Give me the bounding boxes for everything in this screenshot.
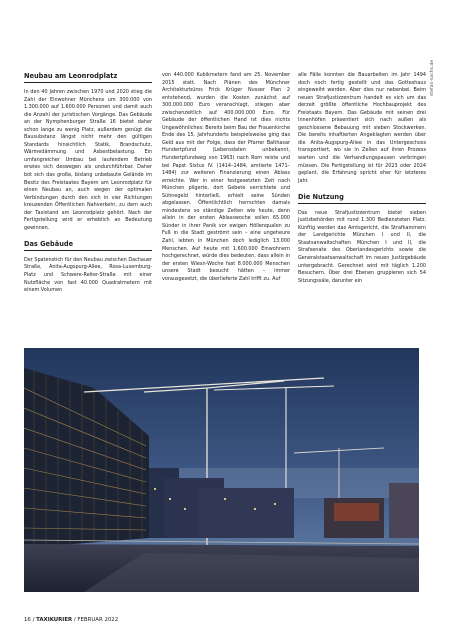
paragraph-kosten: von 440.000 Kubikmetern fand am 25. November 2015 statt. Nach Plänen des Münchner Architekturbüros Frick Krüger Nusser Plan 2 entstehend, wurden die Kosten zunächst auf 300.000.000 Euro veranschlagt, stiegen aber zwischenzeitlich auf 400.000.000 Euro. Für Gebäude der öffentlichen Hand ist dies nichts Ungewöhnliches: Bereits beim Bau der Frauenkirche Ende des 15. Jahrhunderts beispielsweise ging das Geld aus mit der Folge, dass der Pfarrer Balthasar Hundertpfund (Lebensdaten unbekannt, Hundertpfundweg von 1963) nach Rom reiste und bei Papst Sixtus IV. (1414–1484, amtierte 1471–1484) zur weiteren Finanzierung einen Ablass erreichte. Wer in einer festgesetzten Zeit nach München pilgerte, dort Gebete verrichtete und Sühnegeld hinterließ, erhielt seine Sünden abgelassen. Öffentlichtlich herrschten damals mindestens so ständige Zeiten wie heute, denn allein in der ersten Ablasswoche sollen 65.000 Sünder in ihrer Panik vor ewigen Höllenqualen zu Fuß in die Stadt geströmt sein – eine ungeheure Zahl, lebten in München doch lediglich 13.000 Menschen. Auf heute mit 1.600.000 Einwohnern hochgerechnet, würde dies bedeuten, dass allein in der ersten Wiesn-Woche fast 8.000.000 Menschen unsere Stadt besucht hätten – immer vorausgesetzt, die überlieferte Zahl trifft zu. Auf [162,72,290,282]
page-number: 16 [24,617,31,623]
heading-nutzung: Die Nutzung [298,193,426,204]
text-column-1 [24,72,152,295]
paragraph-fertigstellung: alle Fälle konnten die Bauarbeiten im Jahr 1494 doch noch fertig gestellt und das Gotteshaus eingeweiht werden. Aber dies nur nebenbei. Beim neuen Strafjustizzentrum handelt es sich um das derzeit größte öffentliche Hochbauprojekt des Freistaats Bayern. Das Gebäude mit seinen drei Innenhöfen präsentiert sich nach außen als geschlossene Bebauung mit sieben Stockwerken. Die bereits inhaftierten Angeklagten werden über die Anita-Augspurg-Allee in das Untergeschoss transportiert, wo sie in Zellen auf ihren Prozess warten und die Verhandlungspausen verbringen müssen. Die Fertigstellung ist für 2023 oder 2024 geplant, die Erfahrung spricht eher für letzteres Jahr. [298,72,426,184]
paragraph-nutzung: Das neue Strafjustizzentrum bietet sieben Justizbehörden mit rund 1.300 Bediensteten Platz. Künftig werden das Amtsgericht, die Strafkammern der Landgerichte München I und II, die Staatsanwaltschaften München I und II, die Strafsenate des Oberlandesgerichts sowie die Generalstaatsanwaltschaft im neuen Justizgebäude untergebracht. Gerechnet wird mit täglich 1.200 Besuchern. Über drei Ebenen gruppieren sich 54 Sitzungssäle, darunter ein [298,209,426,284]
footer-separator: / [32,617,37,623]
photo-credit: stefan-sachs.de [430,59,435,96]
construction-site-photo [24,348,419,592]
heading-gebaeude: Das Gebäude [24,240,152,251]
magazine-name: TAXIKURIER [36,617,73,623]
footer-separator: / [73,617,78,623]
page-footer [24,617,118,623]
paragraph-neubau: In den 40 Jahren zwischen 1970 und 2020 stieg die Zahl der Einwohner Münchens um 300.000 von 1.300.000 auf 1.600.000 Personen und damit auch die Anzahl der juristischen Vorgänge. Das Gebäude an der Nymphenburger Straße 16 bietet daher schon lange zu wenig Platz, außerdem genügt die Bausubstanz längst nicht mehr den gültigen Standards hinsichtlich Statik, Brandschutz, Wärmedämmung und Asbestbelastung. Ein umfangreicher Umbau bei laufendem Betrieb erwies sich deswegen als undurchführbar. Daher bot sich das große, bislang unbebaute Gelände im Besitz des Freistaates Bayern am Leonrodplatz für einen Neubau an, auch wegen der optimalen Verbindungen durch den sich in vier Richtungen kreuzenden Öffentlichen Nahverkehr, zu dem auch der Taxistand am Leonrodplatz gehört. Nach der Fertigstellung wird er erheblich an Bedeutung gewinnen. [24,89,152,231]
paragraph-gebaeude: Der Spatenstich für den Neubau zwischen Dachauer Straße, Anita-Augspurg-Allee, Rosa-Luxemburg-Platz und Schwere-Reiter-Straße mit einer Nutzfläche von fast 40.000 Quadratmetern mit einem Volumen [24,256,153,294]
text-column-3 [298,72,426,285]
heading-neubau: Neubau am Leonrodplatz [24,72,152,83]
text-column-2 [162,72,290,283]
issue-date: FEBRUAR 2022 [77,617,119,623]
